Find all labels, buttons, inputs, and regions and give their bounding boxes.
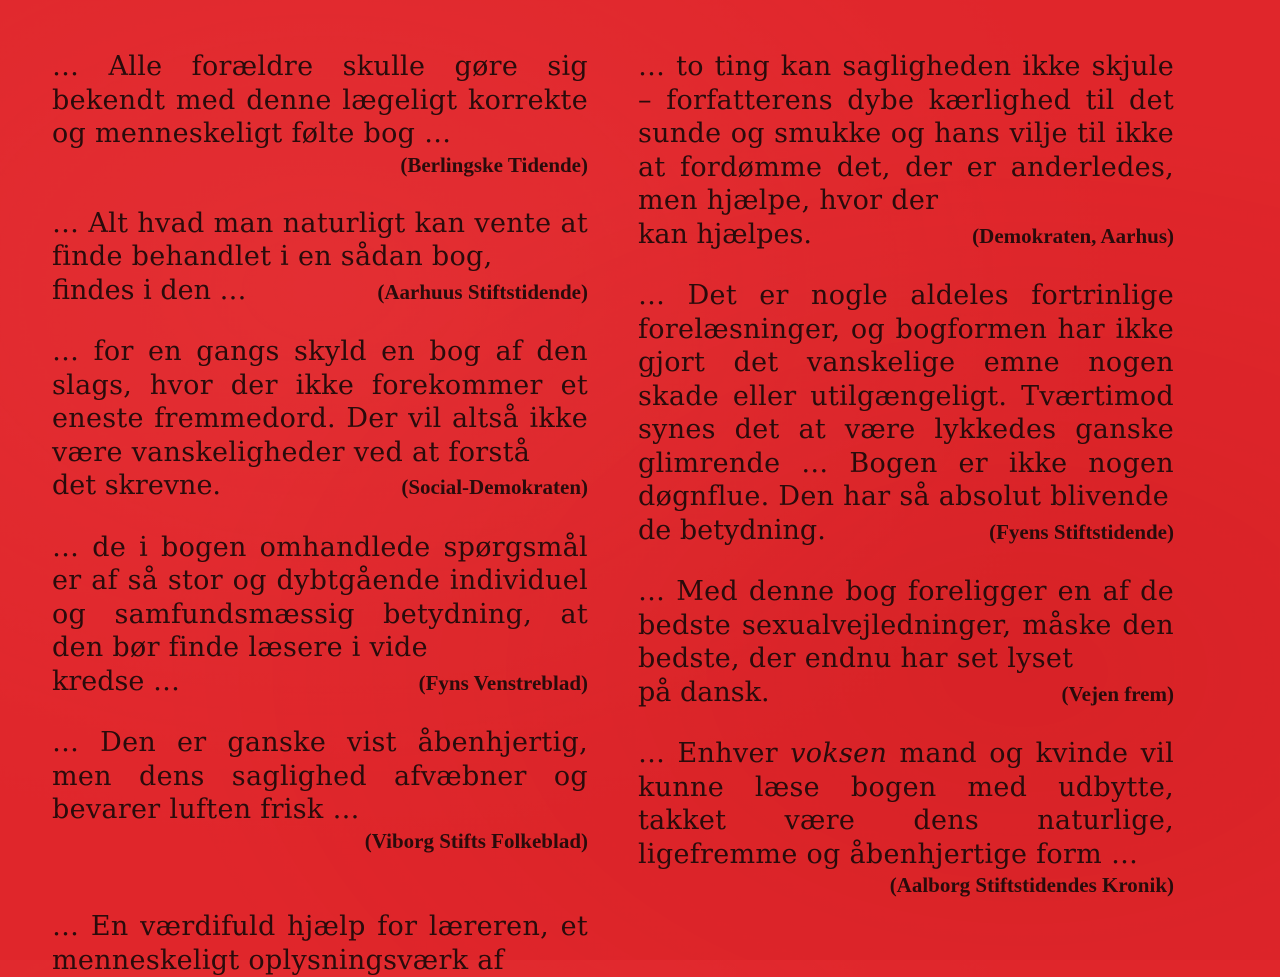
review-text-pre: … Enhver bbox=[638, 738, 778, 769]
review-source: (Aalborg Stiftstidendes Kronik) bbox=[889, 873, 1174, 897]
review-text: … Alle forældre skulle gøre sig bekendt med denne lægeligt korrekte og menneskeligt følte bog … bbox=[52, 51, 588, 149]
review-text-tail: det skrevne. bbox=[52, 470, 222, 501]
review-text: … to ting kan sagligheden ikke skjule – forfatterens dybe kærlighed til det sunde og smukke og hans vilje til ikke at fordømme det, der er anderledes, men hjælpe, hvor der bbox=[638, 51, 1174, 216]
review-fyns-venstreblad bbox=[52, 531, 588, 701]
review-text-emphasis: voksen bbox=[790, 738, 888, 769]
review-aarhuus bbox=[52, 207, 588, 310]
review-berlingske bbox=[52, 50, 588, 181]
review-source: (Demokraten, Aarhus) bbox=[972, 223, 1174, 248]
review-text-post: mand og kvinde vil kunne læse bogen med udbytte, takket være dens naturlige, ligefremme og åbenhjertige form … bbox=[638, 738, 1175, 870]
review-source: (Fyens Stiftstidende) bbox=[989, 519, 1174, 544]
review-text: … Den er ganske vist åbenhjertig, men dens saglighed afvæbner og bevarer luften frisk … bbox=[52, 727, 588, 825]
review-text-tail: kredse … bbox=[52, 665, 180, 697]
review-text-tail: på dansk. bbox=[638, 676, 770, 708]
review-text: … de i bogen omhandlede spørgsmål er af så stor og dybtgående individuel og samfundsmæssig betydning, at den bør finde læsere i vide bbox=[52, 531, 588, 663]
review-vejen-frem bbox=[638, 575, 1174, 711]
review-text: … for en gangs skyld en bog af den slags, hvor der ikke forekommer et eneste fremmedord. Der vil altså ikke være vanskeligheder ved at forstå bbox=[52, 336, 588, 468]
review-cut-off bbox=[52, 910, 588, 977]
review-text: … Alt hvad man naturligt kan vente at finde behandlet i en sådan bog, bbox=[52, 207, 588, 272]
left-column bbox=[52, 50, 588, 883]
review-source: (Berlingske Tidende) bbox=[400, 152, 588, 177]
review-social-demokraten bbox=[52, 335, 588, 505]
review-text-tail: kan hjælpes. bbox=[638, 218, 812, 250]
review-text: … Med denne bog foreligger en af de bedste sexualvejledninger, måske den bedste, der endnu har set lyset bbox=[638, 576, 1174, 674]
review-text bbox=[638, 737, 1174, 871]
review-aalborg bbox=[638, 737, 1174, 901]
review-source: (Aarhuus Stiftstidende) bbox=[377, 279, 588, 304]
review-viborg bbox=[52, 726, 588, 857]
review-demokraten bbox=[638, 50, 1174, 253]
review-text-tail: findes i den … bbox=[52, 274, 247, 306]
review-source: (Social-Demokraten) bbox=[401, 475, 588, 499]
review-text: … Det er nogle aldeles fortrinlige forelæsninger, og bogformen har ikke gjort det vanskelige emne nogen skade eller utilgængeligt. Tværtimod synes det at være lykkedes ganske glimrende … Bogen er ikke nogen døgnflue. Den har så absolut blivende bbox=[638, 280, 1174, 512]
review-source: (Viborg Stifts Folkeblad) bbox=[364, 828, 588, 853]
review-text-tail: de betydning. bbox=[638, 514, 826, 546]
review-fyens-stiftstidende bbox=[638, 279, 1174, 549]
review-source: (Fyns Venstreblad) bbox=[418, 670, 588, 695]
review-source: (Vejen frem) bbox=[1061, 681, 1174, 706]
right-column bbox=[638, 50, 1174, 927]
review-text: … En værdifuld hjælp for læreren, et menneskeligt oplysningsværk af bbox=[52, 911, 588, 976]
